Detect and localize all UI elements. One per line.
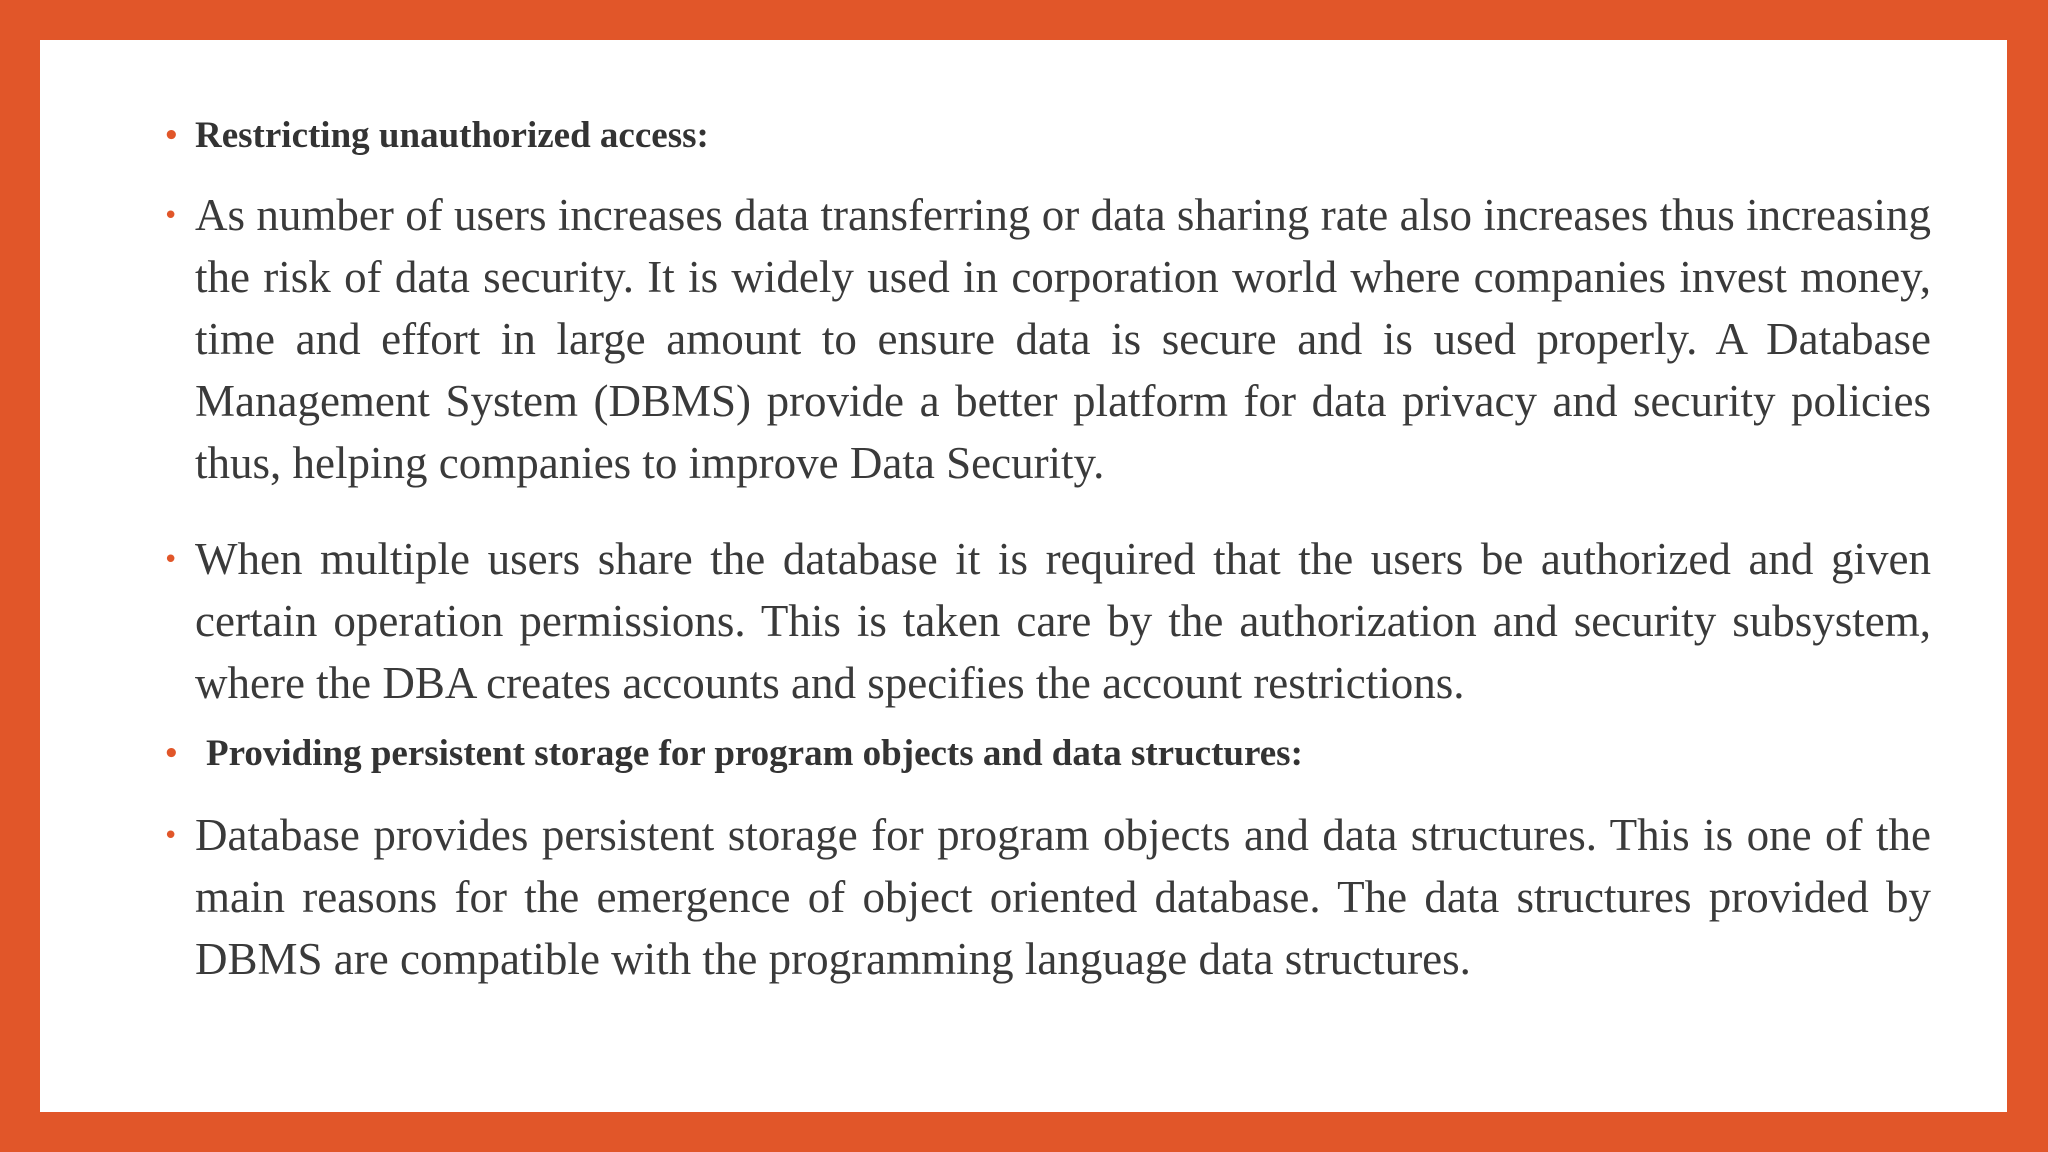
bullet-text: When multiple users share the database it is required that the users be authorized and given certain operation permissions. This is taken care by the authorization and security subsystem, where the DBA creates accounts and specifies the account restrictions. (195, 534, 1931, 708)
bullet-text: As number of users increases data transferring or data sharing rate also increases thus increasing the risk of data security. It is widely used in corporation world where companies invest money, time and effort in large amount to ensure data is secure and is used properly. A Database Management System (DBMS) provide a better platform for data privacy and security policies thus, helping companies to improve Data Security. (195, 190, 1931, 488)
bullet-text: Database provides persistent storage for program objects and data structures. This is one of the main reasons for the emergence of object oriented database. The data structures provided by DBMS are compatible with the programming language data structures. (195, 810, 1931, 984)
bullet-icon: • (163, 201, 179, 231)
bullet-persistent-storage (163, 804, 1931, 990)
slide-canvas (40, 40, 2007, 1112)
bullet-authorization (163, 528, 1931, 714)
bullet-data-security (163, 184, 1931, 494)
bullet-icon: • (163, 121, 180, 151)
bullet-text: Restricting unauthorized access: (195, 115, 709, 156)
bullet-text: Providing persistent storage for program objects and data structures: (206, 733, 1303, 774)
bullet-icon: • (163, 739, 180, 769)
bullet-list (163, 106, 1931, 990)
bullet-icon: • (163, 545, 179, 575)
bullet-heading-persistent-storage (163, 724, 1931, 784)
bullet-heading-restricting-access (163, 106, 1931, 166)
bullet-icon: • (163, 821, 179, 851)
